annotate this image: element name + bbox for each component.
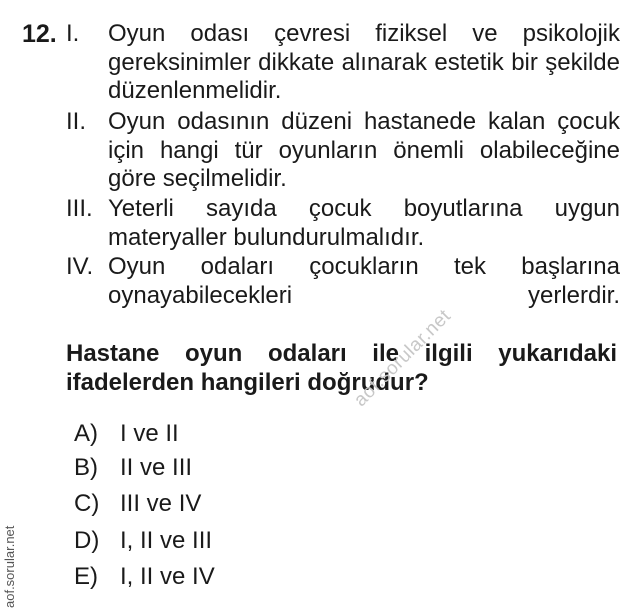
statement-numeral: IV. <box>66 253 94 280</box>
option-letter: B) <box>74 454 98 481</box>
option-text: I ve II <box>120 420 179 447</box>
question-number: 12. <box>22 20 57 48</box>
option-text: I, II ve IV <box>120 563 215 590</box>
statement-numeral: III. <box>66 195 93 222</box>
statement-text: Oyun odasının düzeni hastanede kalan çocuk için hangi tür oyunların önemli olabileceğine göre seçilmelidir. <box>108 108 620 192</box>
statement-4 <box>66 253 620 310</box>
option-letter: D) <box>74 527 100 554</box>
option-text: I, II ve III <box>120 527 213 554</box>
question-prompt: Hastane oyun odaları ile ilgili yukarıdaki ifadelerden hangileri doğrudur? <box>66 340 617 396</box>
option-b[interactable] <box>74 454 192 482</box>
option-letter: A) <box>74 420 98 447</box>
statement-text: Oyun odaları çocukların tek başlarına oynayabilecekleri yerlerdir. <box>108 253 620 309</box>
statement-text: Oyun odası çevresi fiziksel ve psikolojik gereksinimler dikkate alınarak estetik bir şekilde düzenlenmelidir. <box>108 20 620 104</box>
option-a[interactable] <box>74 420 179 448</box>
statement-1 <box>66 20 620 106</box>
option-e[interactable] <box>74 563 215 591</box>
option-d[interactable] <box>74 527 212 555</box>
option-text: III ve IV <box>120 490 202 517</box>
statement-3 <box>66 195 620 252</box>
statement-text: Yeterli sayıda çocuk boyutlarına uygun materyaller bulundurulmalıdır. <box>108 195 620 251</box>
option-c[interactable] <box>74 490 201 518</box>
option-letter: E) <box>74 563 98 590</box>
watermark-side: aof.sorular.net <box>2 525 17 608</box>
statement-numeral: II. <box>66 108 87 135</box>
statement-numeral: I. <box>66 20 80 47</box>
option-letter: C) <box>74 490 100 517</box>
watermark-diagonal: aof.sorular.net <box>350 305 456 411</box>
statement-2 <box>66 108 620 194</box>
option-text: II ve III <box>120 454 193 481</box>
